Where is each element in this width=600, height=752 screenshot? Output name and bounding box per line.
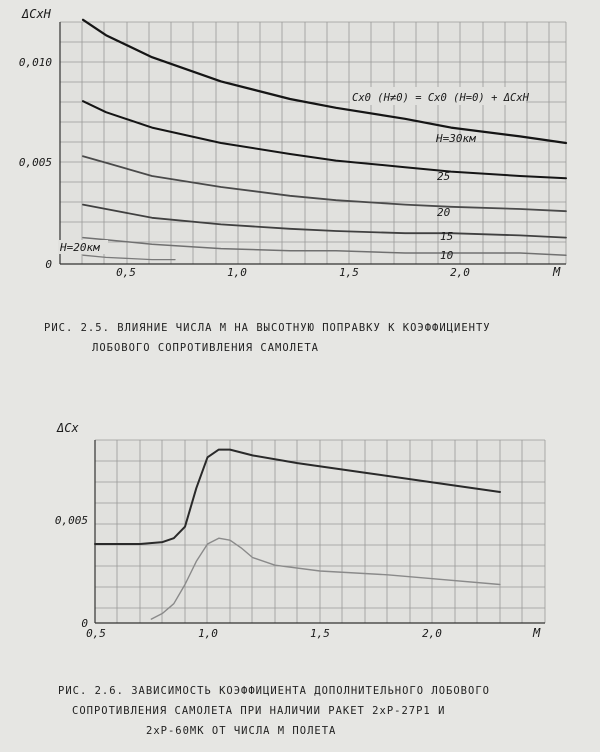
x-tick-label: 1,0 xyxy=(227,266,247,279)
figure-2-caption-line: РИС. 2.6. ЗАВИСИМОСТЬ КОЭФФИЦИЕНТА ДОПОЛНИТЕЛЬНОГО ЛОБОВОГО xyxy=(58,685,490,697)
figure-1-caption-line: РИС. 2.5. ВЛИЯНИЕ ЧИСЛА М НА ВЫСОТНУЮ ПОПРАВКУ К КОЭФФИЦИЕНТУ xyxy=(44,322,491,334)
x-tick-label: 1,0 xyxy=(198,627,218,640)
series-label: 25 xyxy=(437,170,451,183)
series-label: 20 xyxy=(437,206,451,219)
x-axis-label: M xyxy=(533,626,541,640)
y-tick-label: 0,005 xyxy=(54,514,88,527)
series-label: H=30км xyxy=(436,132,476,145)
figure-2-caption-line: СОПРОТИВЛЕНИЯ САМОЛЕТА ПРИ НАЛИЧИИ РАКЕТ 2хР-27Р1 И xyxy=(72,705,446,717)
series-label: 15 xyxy=(440,230,454,243)
formula-annotation: Cx0 (H≠0) = Cx0 (H=0) + ΔCxH xyxy=(352,92,530,104)
y-axis-label: ΔCx xyxy=(57,421,79,435)
figure-2-caption-line: 2хР-60МК ОТ ЧИСЛА М ПОЛЕТА xyxy=(146,725,337,737)
plot-background xyxy=(60,22,566,264)
x-tick-label: 2,0 xyxy=(422,627,442,640)
x-tick-label: 1,5 xyxy=(310,627,330,640)
y-axis-label: ΔCxH xyxy=(22,7,51,21)
x-axis-label: M xyxy=(553,265,561,279)
y-tick-label: 0,010 xyxy=(18,56,52,69)
y-tick-label: 0,005 xyxy=(18,156,52,169)
y-tick-label: 0 xyxy=(81,617,88,630)
x-tick-label: 1,5 xyxy=(339,266,359,279)
y-tick-label: 0 xyxy=(45,258,52,271)
x-tick-label: 2,0 xyxy=(450,266,470,279)
x-tick-label: 0,5 xyxy=(86,627,106,640)
series-label: 10 xyxy=(440,249,454,262)
figure-1-caption-line: ЛОБОВОГО СОПРОТИВЛЕНИЯ САМОЛЕТА xyxy=(92,342,319,354)
series-label: H=20км xyxy=(60,241,100,254)
x-tick-label: 0,5 xyxy=(116,266,136,279)
